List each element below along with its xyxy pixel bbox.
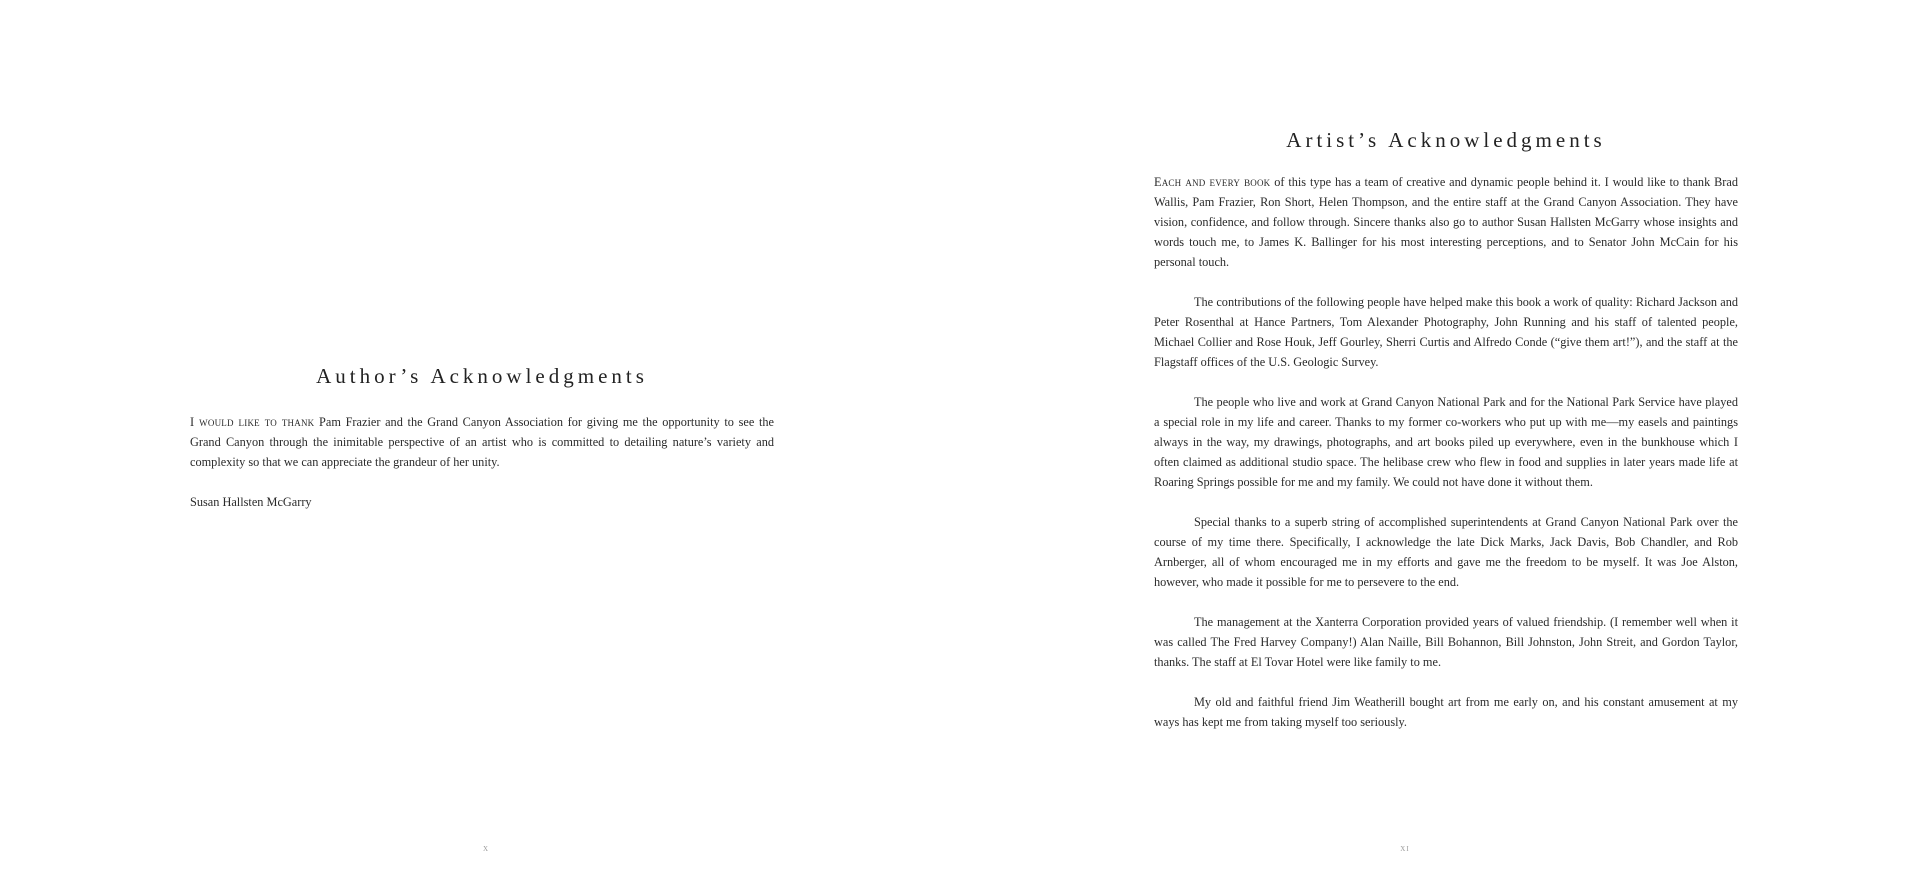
artist-acknowledgments-heading: Artist’s Acknowledgments bbox=[1286, 128, 1606, 152]
author-signature: Susan Hallsten McGarry bbox=[190, 495, 312, 509]
artist-paragraph-3: The people who live and work at Grand Canyon National Park and for the National Park Service have played a special role in my life and career. Thanks to my former co-workers who put up with me—my easels and paintings always in the way, my drawings, photographs, and art books piled up everywhere, even in the bunkhouse which I often claimed as additional studio space. The helibase crew who flew in food and supplies in later years made life at Roaring Springs possible for me and my family. We could not have done it without them. bbox=[1154, 395, 1738, 489]
page-number-left: x bbox=[482, 843, 490, 854]
page-number-right: xi bbox=[1400, 843, 1410, 854]
author-acknowledgments-heading: Author’s Acknowledgments bbox=[316, 364, 648, 388]
right-page bbox=[960, 0, 1920, 881]
artist-paragraph-2: The contributions of the following people have helped make this book a work of quality: Richard Jackson and Peter Rosenthal at Hance Partners, Tom Alexander Photography, John Running and his staff of talented people, Michael Collier and Rose Houk, Jeff Gourley, Sherri Curtis and Alfredo Conde (“give them art!”), and the staff at the Flagstaff offices of the U.S. Geologic Survey. bbox=[1154, 295, 1738, 369]
author-paragraph-lead: I would like to thank bbox=[190, 415, 315, 429]
artist-paragraph-6: My old and faithful friend Jim Weatherill bought art from me early on, and his constant amusement at my ways has kept me from taking myself too seriously. bbox=[1154, 695, 1738, 729]
author-text-block bbox=[190, 412, 774, 532]
artist-paragraph-1-body: of this type has a team of creative and dynamic people behind it. I would like to thank Brad Wallis, Pam Frazier, Ron Short, Helen Thompson, and the entire staff at the Grand Canyon Association. They have vision, confidence, and follow through. Sincere thanks also go to author Susan Hallsten McGarry whose insights and words touch me, to James K. Ballinger for his most interesting perceptions, and to Senator John McCain for his personal touch. bbox=[1154, 175, 1738, 269]
artist-text-block bbox=[1154, 172, 1738, 752]
artist-paragraph-4: Special thanks to a superb string of accomplished superintendents at Grand Canyon National Park over the course of my time there. Specifically, I acknowledge the late Dick Marks, Jack Davis, Bob Chandler, and Rob Arnberger, all of whom encouraged me in my efforts and gave me the freedom to be myself. It was Joe Alston, however, who made it possible for me to persevere to the end. bbox=[1154, 515, 1738, 589]
author-paragraph-body: Pam Frazier and the Grand Canyon Association for giving me the opportunity to see the Grand Canyon through the inimitable perspective of an artist who is committed to detailing nature’s variety and complexity so that we can appreciate the grandeur of her unity. bbox=[190, 415, 774, 469]
artist-paragraph-5: The management at the Xanterra Corporation provided years of valued friendship. (I remember well when it was called The Fred Harvey Company!) Alan Naille, Bill Bohannon, Bill Johnston, John Streit, and Gordon Taylor, thanks. The staff at El Tovar Hotel were like family to me. bbox=[1154, 615, 1738, 669]
artist-paragraph-lead: Each and every book bbox=[1154, 175, 1271, 189]
artist-paragraph-1 bbox=[1154, 172, 1738, 272]
author-paragraph bbox=[190, 412, 774, 472]
